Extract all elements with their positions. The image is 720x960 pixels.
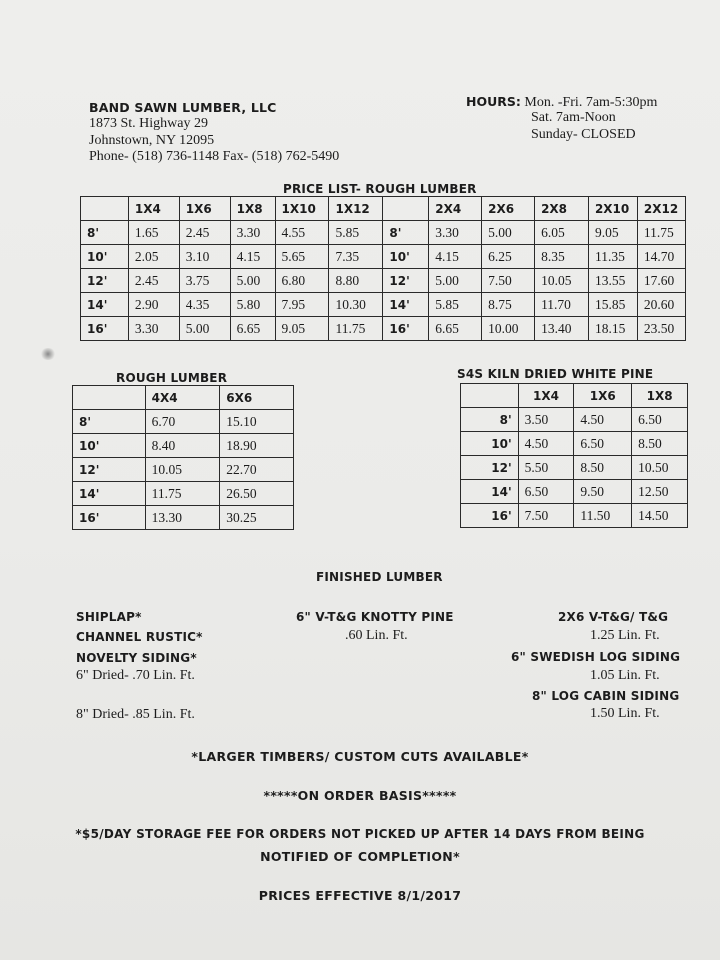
price-cell: 8.75 [482,293,535,317]
price-cell: 5.00 [179,317,230,341]
table-row [73,434,294,458]
price-cell: 3.30 [230,221,275,245]
length-cell: 16' [81,317,129,341]
table-row [461,480,688,504]
hours-sunday: Sunday- CLOSED [531,127,636,142]
price-cell: 3.50 [518,408,574,432]
price-cell: 2.45 [128,269,179,293]
price-cell: 11.35 [588,245,637,269]
length-cell: 10' [73,434,146,458]
price-cell: 7.95 [275,293,329,317]
price-cell: 7.35 [329,245,383,269]
price-cell: 8.50 [574,456,632,480]
length-cell: 12' [383,269,429,293]
table-row [73,482,294,506]
price-cell: 15.85 [588,293,637,317]
table-row [73,458,294,482]
price-cell: 5.85 [429,293,482,317]
price-cell: 9.50 [574,480,632,504]
length-cell: 16' [383,317,429,341]
price-cell: 10.00 [482,317,535,341]
length-cell: 8' [461,408,519,432]
paper-smudge [40,348,56,360]
price-cell: 5.50 [518,456,574,480]
storage-fee-line1: *$5/DAY STORAGE FEE FOR ORDERS NOT PICKED UP AFTER 14 DAYS FROM BEING [75,827,645,841]
prices-effective: PRICES EFFECTIVE 8/1/2017 [258,888,462,903]
log-cabin-price: 1.50 Lin. Ft. [590,706,660,721]
column-header: 1X10 [275,197,329,221]
knotty-pine-label: 6" V-T&G KNOTTY PINE [296,610,454,624]
table-row [461,408,688,432]
price-cell: 4.55 [275,221,329,245]
company-address-line2: Johnstown, NY 12095 [89,133,215,148]
length-cell: 8' [73,410,146,434]
price-cell: 17.60 [637,269,685,293]
knotty-pine-price: .60 Lin. Ft. [345,628,408,643]
length-cell: 14' [81,293,129,317]
column-header [81,197,129,221]
price-cell: 6.70 [145,410,220,434]
price-list-title: PRICE LIST- ROUGH LUMBER [283,182,477,196]
length-cell: 10' [81,245,129,269]
log-cabin-label: 8" LOG CABIN SIDING [532,689,680,703]
price-cell: 3.10 [179,245,230,269]
storage-fee-line2: NOTIFIED OF COMPLETION* [260,849,460,864]
table-header-row [81,197,686,221]
price-cell: 30.25 [220,506,294,530]
price-cell: 4.50 [574,408,632,432]
price-cell: 4.50 [518,432,574,456]
price-cell: 15.10 [220,410,294,434]
table-row [461,432,688,456]
company-phone-fax: Phone- (518) 736-1148 Fax- (518) 762-5490 [89,149,340,164]
price-cell: 2.05 [128,245,179,269]
custom-cuts-note: *LARGER TIMBERS/ CUSTOM CUTS AVAILABLE* [191,749,529,764]
price-cell: 12.50 [632,480,688,504]
price-cell: 8.35 [535,245,589,269]
column-header: 1X8 [230,197,275,221]
price-cell: 4.15 [230,245,275,269]
column-header: 1X6 [179,197,230,221]
hours-weekday-line [466,94,657,111]
price-cell: 6.80 [275,269,329,293]
price-cell: 23.50 [637,317,685,341]
price-cell: 13.30 [145,506,220,530]
hours-saturday: Sat. 7am-Noon [531,110,616,125]
price-cell: 3.30 [128,317,179,341]
company-name: BAND SAWN LUMBER, LLC [89,100,277,115]
length-cell: 12' [81,269,129,293]
table-row [461,456,688,480]
swedish-log-label: 6" SWEDISH LOG SIDING [511,650,681,664]
table-header-row [73,386,294,410]
price-cell: 8.40 [145,434,220,458]
table-row [81,221,686,245]
price-cell: 5.00 [482,221,535,245]
length-cell: 12' [73,458,146,482]
v-tg-label: 2X6 V-T&G/ T&G [558,610,669,624]
rough-4x-title: ROUGH LUMBER [116,371,228,385]
channel-rustic-label: CHANNEL RUSTIC* [76,630,203,644]
price-cell: 18.15 [588,317,637,341]
price-cell: 6.50 [518,480,574,504]
rough-4x-table [72,385,294,530]
price-cell: 7.50 [518,504,574,528]
price-cell: 13.40 [535,317,589,341]
length-cell: 14' [73,482,146,506]
table-row [81,293,686,317]
length-cell: 12' [461,456,519,480]
column-header: 1X12 [329,197,383,221]
column-header: 2X6 [482,197,535,221]
price-cell: 14.70 [637,245,685,269]
table-row [461,504,688,528]
column-header: 1X4 [518,384,574,408]
price-cell: 2.45 [179,221,230,245]
shiplap-label: SHIPLAP* [76,610,142,624]
price-cell: 11.75 [637,221,685,245]
price-cell: 4.15 [429,245,482,269]
dried-6-price: 6" Dried- .70 Lin. Ft. [76,668,195,683]
column-header: 1X8 [632,384,688,408]
price-cell: 4.35 [179,293,230,317]
price-cell: 6.50 [632,408,688,432]
price-cell: 10.05 [535,269,589,293]
price-cell: 2.90 [128,293,179,317]
table-row [73,410,294,434]
price-cell: 6.25 [482,245,535,269]
hours-weekday: Mon. -Fri. 7am-5:30pm [524,95,658,110]
price-cell: 6.05 [535,221,589,245]
length-cell: 8' [383,221,429,245]
price-cell: 3.30 [429,221,482,245]
price-cell: 5.85 [329,221,383,245]
length-cell: 10' [461,432,519,456]
price-cell: 22.70 [220,458,294,482]
price-cell: 10.05 [145,458,220,482]
price-cell: 9.05 [275,317,329,341]
price-cell: 26.50 [220,482,294,506]
price-cell: 20.60 [637,293,685,317]
table-row [81,245,686,269]
price-cell: 11.75 [145,482,220,506]
price-cell: 5.80 [230,293,275,317]
price-cell: 5.00 [429,269,482,293]
price-cell: 5.00 [230,269,275,293]
length-cell: 14' [383,293,429,317]
price-cell: 3.75 [179,269,230,293]
length-cell: 14' [461,480,519,504]
dried-8-price: 8" Dried- .85 Lin. Ft. [76,707,195,722]
price-cell: 8.80 [329,269,383,293]
table-header-row [461,384,688,408]
rough-lumber-table [80,196,686,341]
column-header: 4X4 [145,386,220,410]
price-cell: 5.65 [275,245,329,269]
column-header [383,197,429,221]
column-header: 2X12 [637,197,685,221]
column-header: 1X4 [128,197,179,221]
swedish-log-price: 1.05 Lin. Ft. [590,668,660,683]
column-header [461,384,519,408]
s4s-title: S4S KILN DRIED WHITE PINE [457,367,654,381]
price-cell: 1.65 [128,221,179,245]
company-address-line1: 1873 St. Highway 29 [89,116,208,131]
price-cell: 14.50 [632,504,688,528]
table-row [81,317,686,341]
length-cell: 16' [73,506,146,530]
novelty-siding-label: NOVELTY SIDING* [76,651,197,665]
column-header: 2X8 [535,197,589,221]
price-cell: 6.65 [230,317,275,341]
finished-lumber-title: FINISHED LUMBER [316,570,443,584]
column-header: 6X6 [220,386,294,410]
price-cell: 6.50 [574,432,632,456]
table-row [73,506,294,530]
price-cell: 8.50 [632,432,688,456]
length-cell: 10' [383,245,429,269]
length-cell: 16' [461,504,519,528]
price-cell: 6.65 [429,317,482,341]
s4s-table [460,383,688,528]
column-header [73,386,146,410]
price-cell: 7.50 [482,269,535,293]
price-cell: 13.55 [588,269,637,293]
hours-label: HOURS: [466,94,521,109]
length-cell: 8' [81,221,129,245]
order-basis-note: *****ON ORDER BASIS***** [263,788,457,803]
price-cell: 10.30 [329,293,383,317]
column-header: 2X10 [588,197,637,221]
price-cell: 10.50 [632,456,688,480]
table-row [81,269,686,293]
column-header: 2X4 [429,197,482,221]
v-tg-price: 1.25 Lin. Ft. [590,628,660,643]
price-cell: 11.50 [574,504,632,528]
price-cell: 11.75 [329,317,383,341]
price-cell: 9.05 [588,221,637,245]
price-cell: 11.70 [535,293,589,317]
price-cell: 18.90 [220,434,294,458]
column-header: 1X6 [574,384,632,408]
